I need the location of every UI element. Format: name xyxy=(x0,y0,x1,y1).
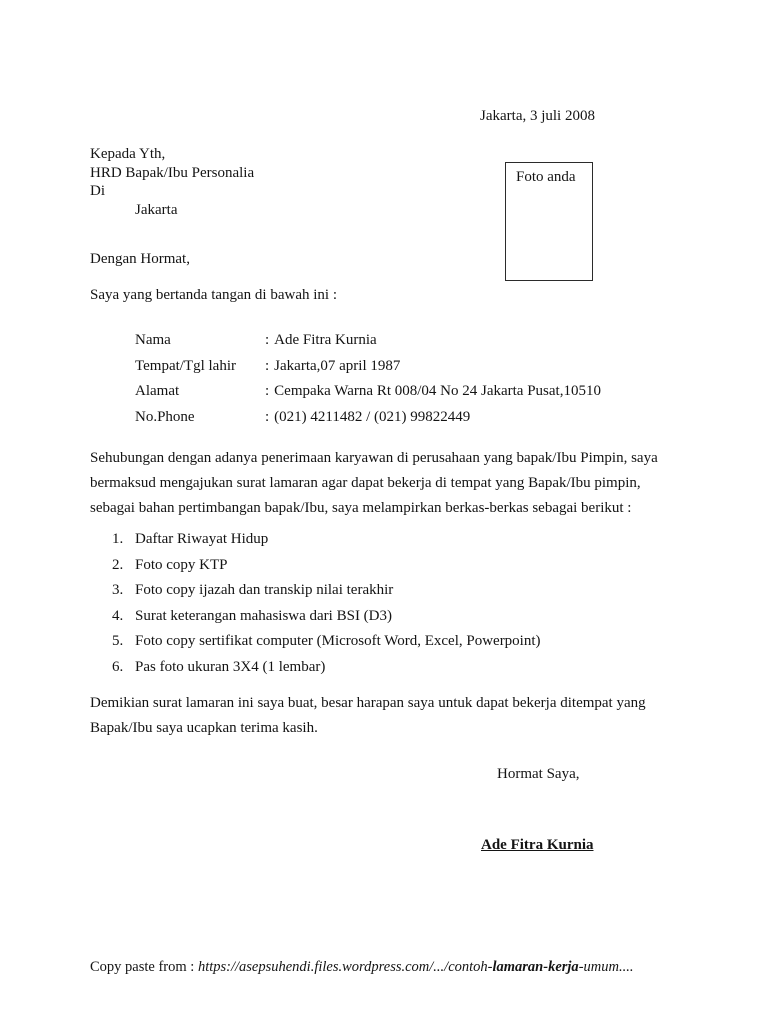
list-item xyxy=(112,604,541,630)
data-label: Tempat/Tgl lahir xyxy=(135,357,237,374)
data-label: Alamat xyxy=(135,383,180,400)
item-number: 5. xyxy=(112,633,124,650)
item-number: 1. xyxy=(112,531,124,547)
salutation: Dengan Hormat, xyxy=(90,251,190,267)
data-value: Jakarta,07 april 1987 xyxy=(274,357,401,374)
data-separator: : xyxy=(265,383,270,400)
data-row-alamat xyxy=(135,379,601,405)
data-value: Ade Fitra Kurnia xyxy=(274,332,377,348)
photo-placeholder-box xyxy=(505,162,593,281)
list-item xyxy=(112,655,541,681)
data-separator: : xyxy=(265,357,270,374)
recipient-line-city: Jakarta xyxy=(135,201,178,218)
footer-source-line xyxy=(90,959,633,976)
data-separator: : xyxy=(265,408,270,425)
item-text: Foto copy ijazah dan transkip nilai terakhir xyxy=(135,582,394,599)
attachments-list xyxy=(112,527,541,681)
item-number: 4. xyxy=(112,607,124,624)
footer-prefix: Copy paste from : xyxy=(90,959,198,975)
data-row-nama xyxy=(135,328,601,354)
item-number: 3. xyxy=(112,582,124,599)
data-label: Nama xyxy=(135,332,171,348)
item-number: 2. xyxy=(112,556,124,573)
date-line: Jakarta, 3 juli 2008 xyxy=(480,108,595,124)
data-row-no-phone xyxy=(135,405,601,431)
photo-box-label: Foto anda xyxy=(516,169,576,185)
data-value: (021) 4211482 / (021) 99822449 xyxy=(274,408,471,425)
list-item xyxy=(112,553,541,579)
personal-data-table xyxy=(135,328,601,430)
item-number: 6. xyxy=(112,658,124,675)
data-separator: : xyxy=(265,332,270,348)
footer-url-bold: lamaran-kerja xyxy=(492,959,579,975)
item-text: Pas foto ukuran 3X4 (1 lembar) xyxy=(135,658,326,675)
footer-url-suffix: -umum.... xyxy=(578,959,634,975)
recipient-block xyxy=(90,145,254,219)
sign-off: Hormat Saya, xyxy=(497,766,580,782)
item-text: Daftar Riwayat Hidup xyxy=(135,531,269,547)
list-item xyxy=(112,629,541,655)
item-text: Surat keterangan mahasiswa dari BSI (D3) xyxy=(135,607,393,624)
data-row-tempat-tgl-lahir xyxy=(135,354,601,380)
item-text: Foto copy sertifikat computer (Microsoft Word, Excel, Powerpoint) xyxy=(135,633,541,650)
list-item xyxy=(112,578,541,604)
data-label: No.Phone xyxy=(135,408,195,425)
data-value: Cempaka Warna Rt 008/04 No 24 Jakarta Pusat,10510 xyxy=(274,383,601,400)
footer-url-part1: https://asepsuhendi.files.wordpress.com/.../contoh- xyxy=(197,959,493,975)
intro-line: Saya yang bertanda tangan di bawah ini : xyxy=(90,287,338,303)
recipient-line-kepada: Kepada Yth, xyxy=(90,146,166,162)
recipient-line-hrd: HRD Bapak/Ibu Personalia xyxy=(90,164,255,181)
body-paragraph: Sehubungan dengan adanya penerimaan karyawan di perusahaan yang bapak/Ibu Pimpin, saya bermaksud mengajukan surat lamaran agar dapat bekerja di tempat yang Bapak/Ibu pimpin, sebagai bahan pertimbangan bapak/Ibu, saya melampirkan berkas-berkas sebagai berikut : xyxy=(90,450,658,516)
list-item xyxy=(112,527,541,553)
item-text: Foto copy KTP xyxy=(135,556,228,573)
closing-paragraph: Demikian surat lamaran ini saya buat, besar harapan saya untuk dapat bekerja ditempat yang Bapak/Ibu saya ucapkan terima kasih. xyxy=(90,695,646,736)
signature-name: Ade Fitra Kurnia xyxy=(481,837,594,853)
recipient-line-di: Di xyxy=(90,183,105,199)
